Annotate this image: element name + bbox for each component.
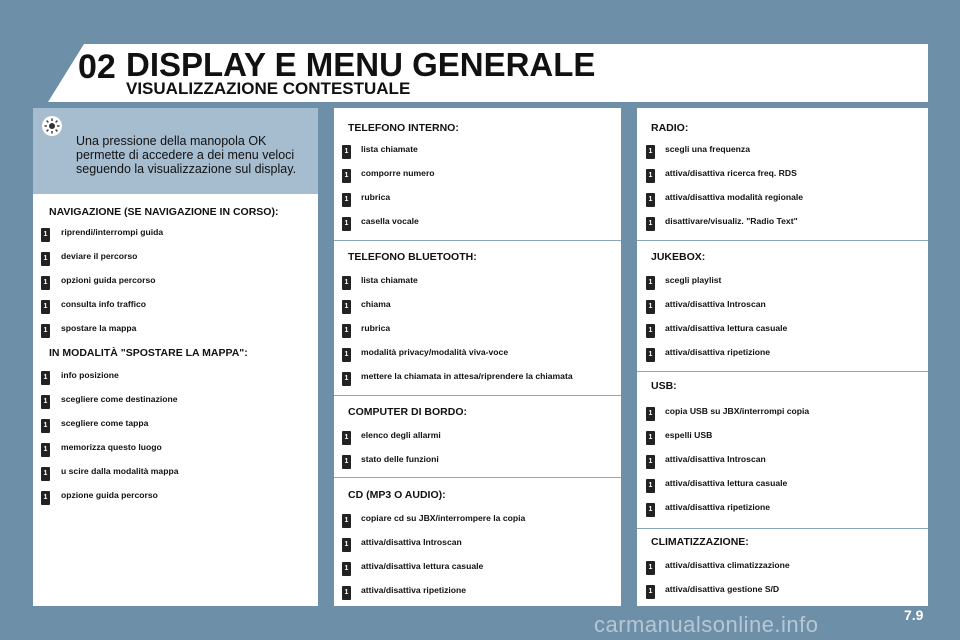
menu-item-jukebox: attiva/disattiva lettura casuale xyxy=(665,323,788,333)
step-badge: 1 xyxy=(342,586,351,600)
menu-item-usb: attiva/disattiva ripetizione xyxy=(665,502,771,512)
section-heading-clima: CLIMATIZZAZIONE: xyxy=(651,536,749,548)
step-badge: 1 xyxy=(646,561,655,575)
step-badge: 1 xyxy=(342,217,351,231)
step-badge: 1 xyxy=(41,276,50,290)
step-badge: 1 xyxy=(342,348,351,362)
step-badge: 1 xyxy=(342,300,351,314)
page-number: 7.9 xyxy=(904,607,924,623)
menu-item-radio: disattivare/visualiz. "Radio Text" xyxy=(665,216,798,226)
step-badge: 1 xyxy=(342,455,351,469)
step-badge: 1 xyxy=(646,585,655,599)
menu-item-telefono_interno: lista chiamate xyxy=(361,144,418,154)
menu-item-mappa: u scire dalla modalità mappa xyxy=(61,466,179,476)
step-badge: 1 xyxy=(342,514,351,528)
menu-item-cd: attiva/disattiva Introscan xyxy=(361,537,462,547)
menu-item-navigazione: deviare il percorso xyxy=(61,251,138,261)
divider xyxy=(637,528,928,529)
step-badge: 1 xyxy=(342,562,351,576)
intro-text: Una pressione della manopola OK permette di accedere a dei menu veloci seguendo la visualizzazione sul display. xyxy=(76,134,297,176)
step-badge: 1 xyxy=(646,479,655,493)
step-badge: 1 xyxy=(41,443,50,457)
step-badge: 1 xyxy=(646,431,655,445)
menu-item-navigazione: spostare la mappa xyxy=(61,323,137,333)
menu-item-usb: attiva/disattiva lettura casuale xyxy=(665,478,788,488)
page-subtitle: VISUALIZZAZIONE CONTESTUALE xyxy=(126,79,411,98)
chapter-number: 02 xyxy=(78,48,116,86)
menu-item-mappa: opzione guida percorso xyxy=(61,490,158,500)
menu-item-computer: elenco degli allarmi xyxy=(361,430,441,440)
page-title: DISPLAY E MENU GENERALE xyxy=(126,46,596,83)
step-badge: 1 xyxy=(646,217,655,231)
menu-item-telefono_bluetooth: lista chiamate xyxy=(361,275,418,285)
menu-item-cd: copiare cd su JBX/interrompere la copia xyxy=(361,513,526,523)
divider xyxy=(334,477,621,478)
section-heading-navigazione: NAVIGAZIONE (SE NAVIGAZIONE IN CORSO): xyxy=(49,206,279,218)
menu-item-telefono_interno: casella vocale xyxy=(361,216,419,226)
step-badge: 1 xyxy=(41,324,50,338)
watermark: carmanualsonline.info xyxy=(594,612,819,637)
section-heading-computer: COMPUTER DI BORDO: xyxy=(348,406,467,418)
light-icon xyxy=(42,116,62,136)
step-badge: 1 xyxy=(342,193,351,207)
menu-item-navigazione: riprendi/interrompi guida xyxy=(61,227,164,237)
menu-item-radio: scegli una frequenza xyxy=(665,144,751,154)
step-badge: 1 xyxy=(41,395,50,409)
step-badge: 1 xyxy=(41,491,50,505)
divider xyxy=(334,240,621,241)
column-right xyxy=(637,108,928,606)
step-badge: 1 xyxy=(342,324,351,338)
menu-item-navigazione: opzioni guida percorso xyxy=(61,275,156,285)
menu-item-jukebox: scegli playlist xyxy=(665,275,722,285)
step-badge: 1 xyxy=(646,503,655,517)
menu-item-cd: attiva/disattiva ripetizione xyxy=(361,585,467,595)
step-badge: 1 xyxy=(646,324,655,338)
section-heading-telefono_bluetooth: TELEFONO BLUETOOTH: xyxy=(348,251,477,263)
step-badge: 1 xyxy=(342,169,351,183)
menu-item-usb: espelli USB xyxy=(665,430,713,440)
step-badge: 1 xyxy=(41,371,50,385)
menu-item-telefono_bluetooth: chiama xyxy=(361,299,391,309)
step-badge: 1 xyxy=(646,169,655,183)
section-heading-jukebox: JUKEBOX: xyxy=(651,251,706,263)
section-heading-usb: USB: xyxy=(651,380,677,392)
step-badge: 1 xyxy=(342,538,351,552)
menu-item-clima: attiva/disattiva gestione S/D xyxy=(665,584,780,594)
menu-item-mappa: scegliere come destinazione xyxy=(61,394,178,404)
menu-item-computer: stato delle funzioni xyxy=(361,454,439,464)
step-badge: 1 xyxy=(41,252,50,266)
step-badge: 1 xyxy=(646,145,655,159)
menu-item-telefono_bluetooth: modalità privacy/modalità viva-voce xyxy=(361,347,509,357)
section-heading-mappa: IN MODALITÀ "SPOSTARE LA MAPPA": xyxy=(49,347,248,359)
step-badge: 1 xyxy=(41,467,50,481)
menu-item-cd: attiva/disattiva lettura casuale xyxy=(361,561,484,571)
step-badge: 1 xyxy=(646,407,655,421)
step-badge: 1 xyxy=(646,300,655,314)
menu-item-radio: attiva/disattiva modalità regionale xyxy=(665,192,804,202)
menu-item-telefono_interno: comporre numero xyxy=(361,168,435,178)
section-heading-cd: CD (MP3 O AUDIO): xyxy=(348,489,446,501)
menu-item-jukebox: attiva/disattiva Introscan xyxy=(665,299,766,309)
menu-item-jukebox: attiva/disattiva ripetizione xyxy=(665,347,771,357)
menu-item-telefono_bluetooth: mettere la chiamata in attesa/riprendere la chiamata xyxy=(361,371,573,381)
menu-item-usb: attiva/disattiva Introscan xyxy=(665,454,766,464)
menu-item-radio: attiva/disattiva ricerca freq. RDS xyxy=(665,168,797,178)
step-badge: 1 xyxy=(646,276,655,290)
section-heading-telefono_interno: TELEFONO INTERNO: xyxy=(348,122,459,134)
menu-item-telefono_interno: rubrica xyxy=(361,192,391,202)
divider xyxy=(637,240,928,241)
step-badge: 1 xyxy=(41,228,50,242)
menu-item-telefono_bluetooth: rubrica xyxy=(361,323,391,333)
step-badge: 1 xyxy=(646,455,655,469)
step-badge: 1 xyxy=(342,276,351,290)
step-badge: 1 xyxy=(646,348,655,362)
menu-item-mappa: info posizione xyxy=(61,370,119,380)
menu-item-mappa: memorizza questo luogo xyxy=(61,442,162,452)
menu-item-mappa: scegliere come tappa xyxy=(61,418,149,428)
divider xyxy=(334,395,621,396)
menu-item-usb: copia USB su JBX/interrompi copia xyxy=(665,406,810,416)
step-badge: 1 xyxy=(646,193,655,207)
section-heading-radio: RADIO: xyxy=(651,122,689,134)
menu-item-clima: attiva/disattiva climatizzazione xyxy=(665,560,790,570)
step-badge: 1 xyxy=(41,300,50,314)
step-badge: 1 xyxy=(41,419,50,433)
step-badge: 1 xyxy=(342,372,351,386)
menu-item-navigazione: consulta info traffico xyxy=(61,299,146,309)
column-middle xyxy=(334,108,621,606)
step-badge: 1 xyxy=(342,431,351,445)
divider xyxy=(637,371,928,372)
step-badge: 1 xyxy=(342,145,351,159)
